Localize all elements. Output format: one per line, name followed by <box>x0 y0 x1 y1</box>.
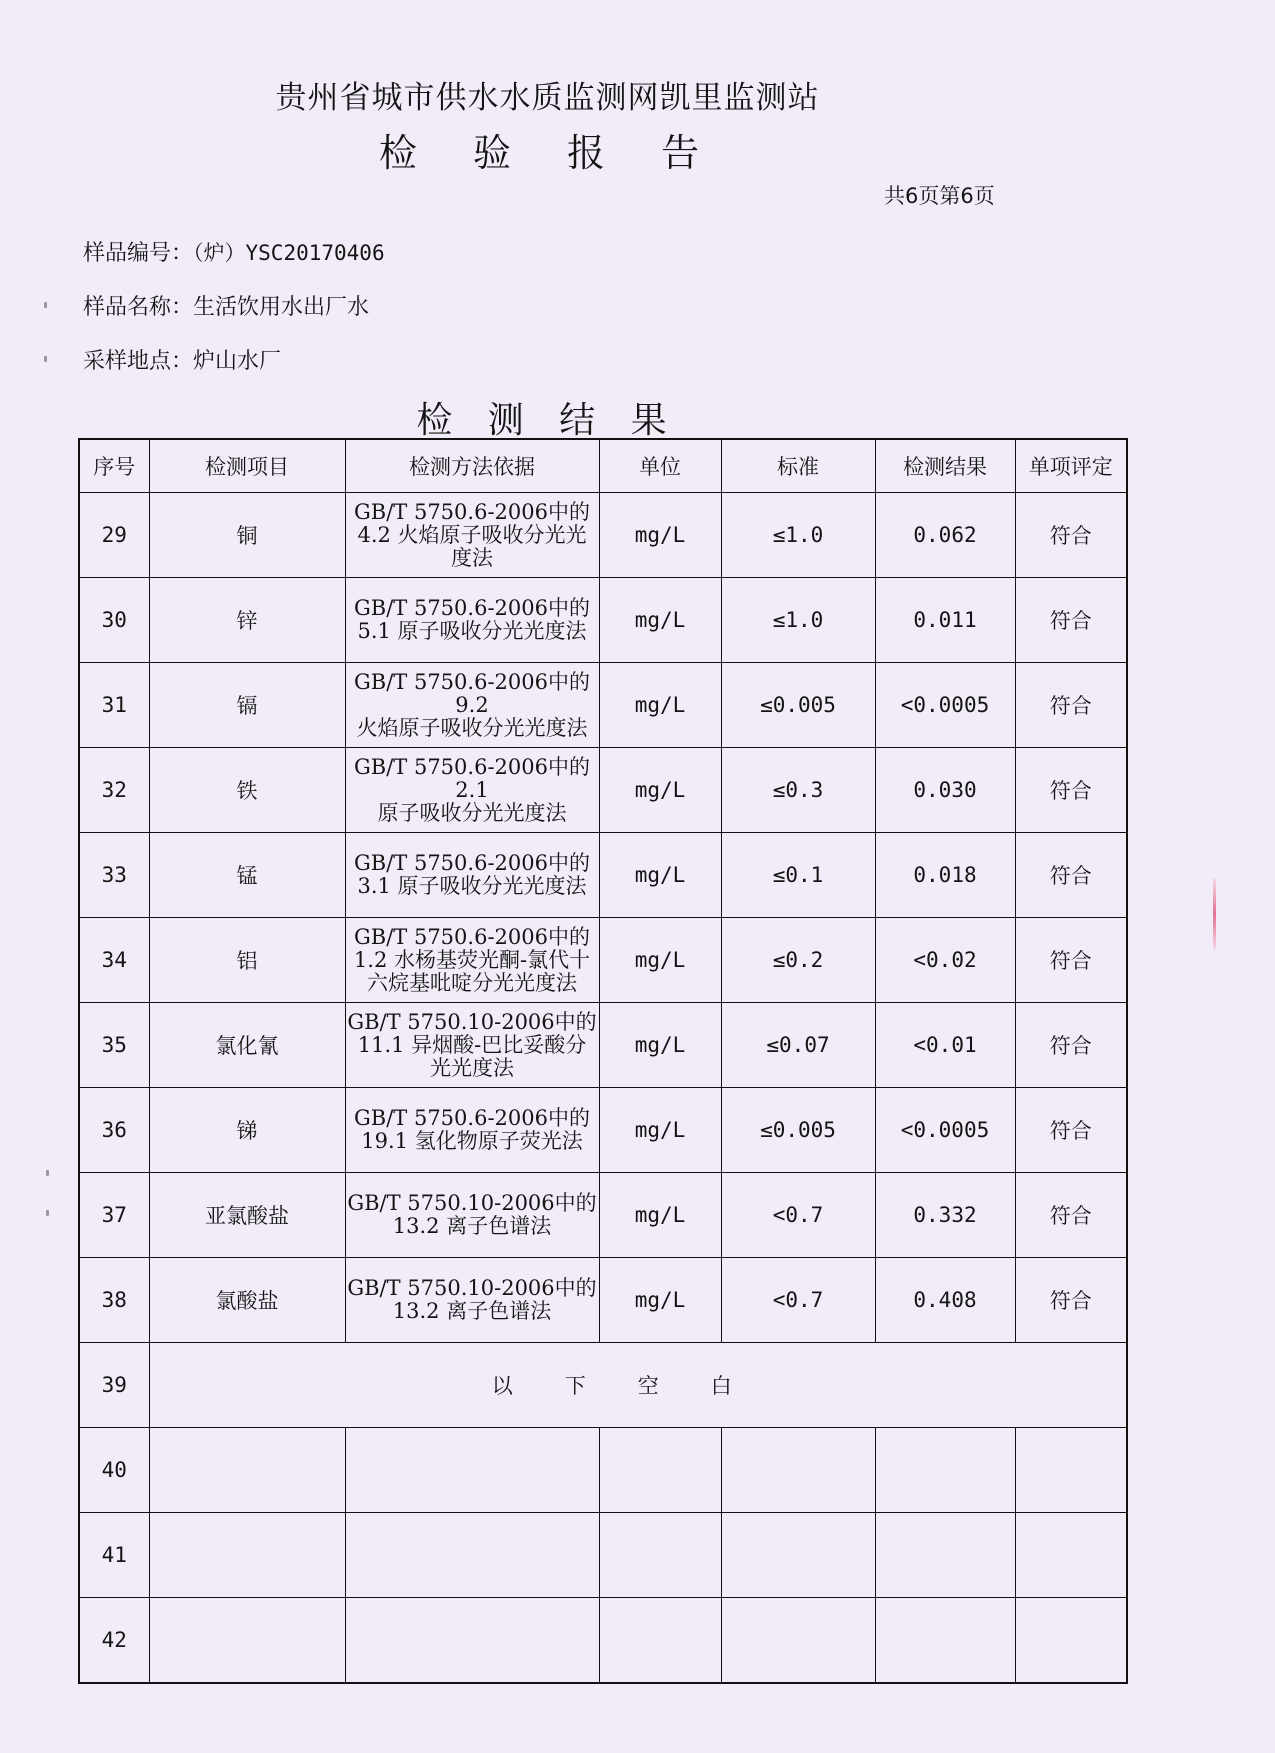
sample-name-value: 生活饮用水出厂水 <box>193 295 370 320</box>
header-method: 检测方法依据 <box>345 439 599 493</box>
row-no: 30 <box>79 578 149 663</box>
table-row <box>79 1173 1127 1258</box>
header-standard: 标准 <box>721 439 875 493</box>
row-verdict: 符合 <box>1015 578 1127 663</box>
table-row <box>79 748 1127 833</box>
table-header-row <box>79 439 1127 493</box>
table-row <box>79 833 1127 918</box>
row-no: 32 <box>79 748 149 833</box>
empty-cell <box>1015 1428 1127 1513</box>
empty-cell <box>875 1428 1015 1513</box>
row-unit: mg/L <box>599 1088 721 1173</box>
blank-note-row <box>79 1343 1127 1428</box>
row-verdict: 符合 <box>1015 1088 1127 1173</box>
row-method: GB/T 5750.6-2006中的 4.2 火焰原子吸收分光光 度法 <box>345 493 599 578</box>
row-no: 37 <box>79 1173 149 1258</box>
row-verdict: 符合 <box>1015 1258 1127 1343</box>
empty-cell <box>721 1428 875 1513</box>
empty-cell <box>345 1513 599 1598</box>
row-verdict: 符合 <box>1015 1173 1127 1258</box>
row-verdict: 符合 <box>1015 833 1127 918</box>
empty-cell <box>599 1598 721 1684</box>
row-unit: mg/L <box>599 1258 721 1343</box>
scan-mark <box>44 302 47 308</box>
sample-location-value: 炉山水厂 <box>193 349 282 374</box>
row-method: GB/T 5750.6-2006中的2.1 原子吸收分光光度法 <box>345 748 599 833</box>
row-unit: mg/L <box>599 1173 721 1258</box>
table-row <box>79 1003 1127 1088</box>
empty-cell <box>599 1428 721 1513</box>
row-item: 氯化氰 <box>149 1003 345 1088</box>
empty-cell <box>1015 1598 1127 1684</box>
row-item: 锰 <box>149 833 345 918</box>
table-row <box>79 1258 1127 1343</box>
empty-cell <box>149 1598 345 1684</box>
header-no: 序号 <box>79 439 149 493</box>
row-item: 镉 <box>149 663 345 748</box>
row-item: 锑 <box>149 1088 345 1173</box>
row-item: 锌 <box>149 578 345 663</box>
row-result: <0.02 <box>875 918 1015 1003</box>
row-item: 亚氯酸盐 <box>149 1173 345 1258</box>
blank-note: 以下空白 <box>149 1343 1127 1428</box>
row-item: 铝 <box>149 918 345 1003</box>
row-method: GB/T 5750.10-2006中的 13.2 离子色谱法 <box>345 1173 599 1258</box>
row-result: 0.018 <box>875 833 1015 918</box>
row-method: GB/T 5750.6-2006中的 19.1 氢化物原子荧光法 <box>345 1088 599 1173</box>
row-item: 铜 <box>149 493 345 578</box>
row-no: 42 <box>79 1598 149 1684</box>
row-method: GB/T 5750.6-2006中的9.2 火焰原子吸收分光光度法 <box>345 663 599 748</box>
row-method: GB/T 5750.6-2006中的 1.2 水杨基荧光酮-氯代十 六烷基吡啶分光光度法 <box>345 918 599 1003</box>
row-method: GB/T 5750.6-2006中的 5.1 原子吸收分光光度法 <box>345 578 599 663</box>
row-standard: <0.7 <box>721 1258 875 1343</box>
row-no: 38 <box>79 1258 149 1343</box>
row-unit: mg/L <box>599 663 721 748</box>
table-row <box>79 578 1127 663</box>
row-unit: mg/L <box>599 493 721 578</box>
row-standard: ≤1.0 <box>721 578 875 663</box>
empty-cell <box>345 1598 599 1684</box>
row-verdict: 符合 <box>1015 663 1127 748</box>
scan-mark <box>46 1170 49 1176</box>
row-result: 0.062 <box>875 493 1015 578</box>
row-standard: ≤0.3 <box>721 748 875 833</box>
scan-mark <box>44 356 47 362</box>
row-standard: ≤1.0 <box>721 493 875 578</box>
header-unit: 单位 <box>599 439 721 493</box>
empty-cell <box>875 1513 1015 1598</box>
row-result: 0.011 <box>875 578 1015 663</box>
row-verdict: 符合 <box>1015 493 1127 578</box>
report-title: 检 验 报 告 <box>378 131 722 175</box>
table-row <box>79 1088 1127 1173</box>
page-indicator: 共6页第6页 <box>884 184 995 208</box>
row-unit: mg/L <box>599 833 721 918</box>
sample-id-line <box>83 236 385 267</box>
sample-id-label: 样品编号： <box>83 241 194 266</box>
table-row <box>79 493 1127 578</box>
row-item: 氯酸盐 <box>149 1258 345 1343</box>
row-verdict: 符合 <box>1015 1003 1127 1088</box>
sample-name-label: 样品名称： <box>83 295 194 320</box>
header-verdict: 单项评定 <box>1015 439 1127 493</box>
row-result: <0.0005 <box>875 663 1015 748</box>
row-no: 29 <box>79 493 149 578</box>
empty-cell <box>149 1513 345 1598</box>
empty-cell <box>875 1598 1015 1684</box>
empty-cell <box>721 1598 875 1684</box>
row-verdict: 符合 <box>1015 918 1127 1003</box>
row-standard: ≤0.2 <box>721 918 875 1003</box>
sample-id-value: （炉）YSC20170406 <box>193 241 385 265</box>
row-unit: mg/L <box>599 918 721 1003</box>
results-title: 检 测 结 果 <box>416 400 679 441</box>
row-no: 40 <box>79 1428 149 1513</box>
row-no: 33 <box>79 833 149 918</box>
row-item: 铁 <box>149 748 345 833</box>
row-result: 0.408 <box>875 1258 1015 1343</box>
row-unit: mg/L <box>599 578 721 663</box>
results-table <box>78 438 1128 1684</box>
empty-cell <box>599 1513 721 1598</box>
row-method: GB/T 5750.10-2006中的 11.1 异烟酸-巴比妥酸分 光光度法 <box>345 1003 599 1088</box>
row-unit: mg/L <box>599 748 721 833</box>
sample-location-label: 采样地点： <box>83 349 194 374</box>
stamp-edge-mark <box>1213 878 1216 950</box>
row-method: GB/T 5750.6-2006中的 3.1 原子吸收分光光度法 <box>345 833 599 918</box>
row-standard: ≤0.005 <box>721 663 875 748</box>
sample-location-line <box>83 344 281 375</box>
row-unit: mg/L <box>599 1003 721 1088</box>
empty-cell <box>1015 1513 1127 1598</box>
row-no: 41 <box>79 1513 149 1598</box>
row-no: 36 <box>79 1088 149 1173</box>
row-result: 0.332 <box>875 1173 1015 1258</box>
empty-cell <box>345 1428 599 1513</box>
row-no: 34 <box>79 918 149 1003</box>
row-no: 35 <box>79 1003 149 1088</box>
header-result: 检测结果 <box>875 439 1015 493</box>
empty-cell <box>721 1513 875 1598</box>
scan-mark <box>46 1210 49 1216</box>
empty-cell <box>149 1428 345 1513</box>
row-standard: ≤0.005 <box>721 1088 875 1173</box>
empty-row <box>79 1598 1127 1684</box>
organization-title: 贵州省城市供水水质监测网凯里监测站 <box>275 80 820 116</box>
row-standard: ≤0.1 <box>721 833 875 918</box>
row-result: <0.01 <box>875 1003 1015 1088</box>
table-row <box>79 663 1127 748</box>
sample-name-line <box>83 290 369 321</box>
row-standard: ≤0.07 <box>721 1003 875 1088</box>
row-verdict: 符合 <box>1015 748 1127 833</box>
row-no: 31 <box>79 663 149 748</box>
row-standard: <0.7 <box>721 1173 875 1258</box>
row-no: 39 <box>79 1343 149 1428</box>
empty-row <box>79 1513 1127 1598</box>
row-result: 0.030 <box>875 748 1015 833</box>
row-method: GB/T 5750.10-2006中的 13.2 离子色谱法 <box>345 1258 599 1343</box>
empty-row <box>79 1428 1127 1513</box>
table-row <box>79 918 1127 1003</box>
header-item: 检测项目 <box>149 439 345 493</box>
row-result: <0.0005 <box>875 1088 1015 1173</box>
